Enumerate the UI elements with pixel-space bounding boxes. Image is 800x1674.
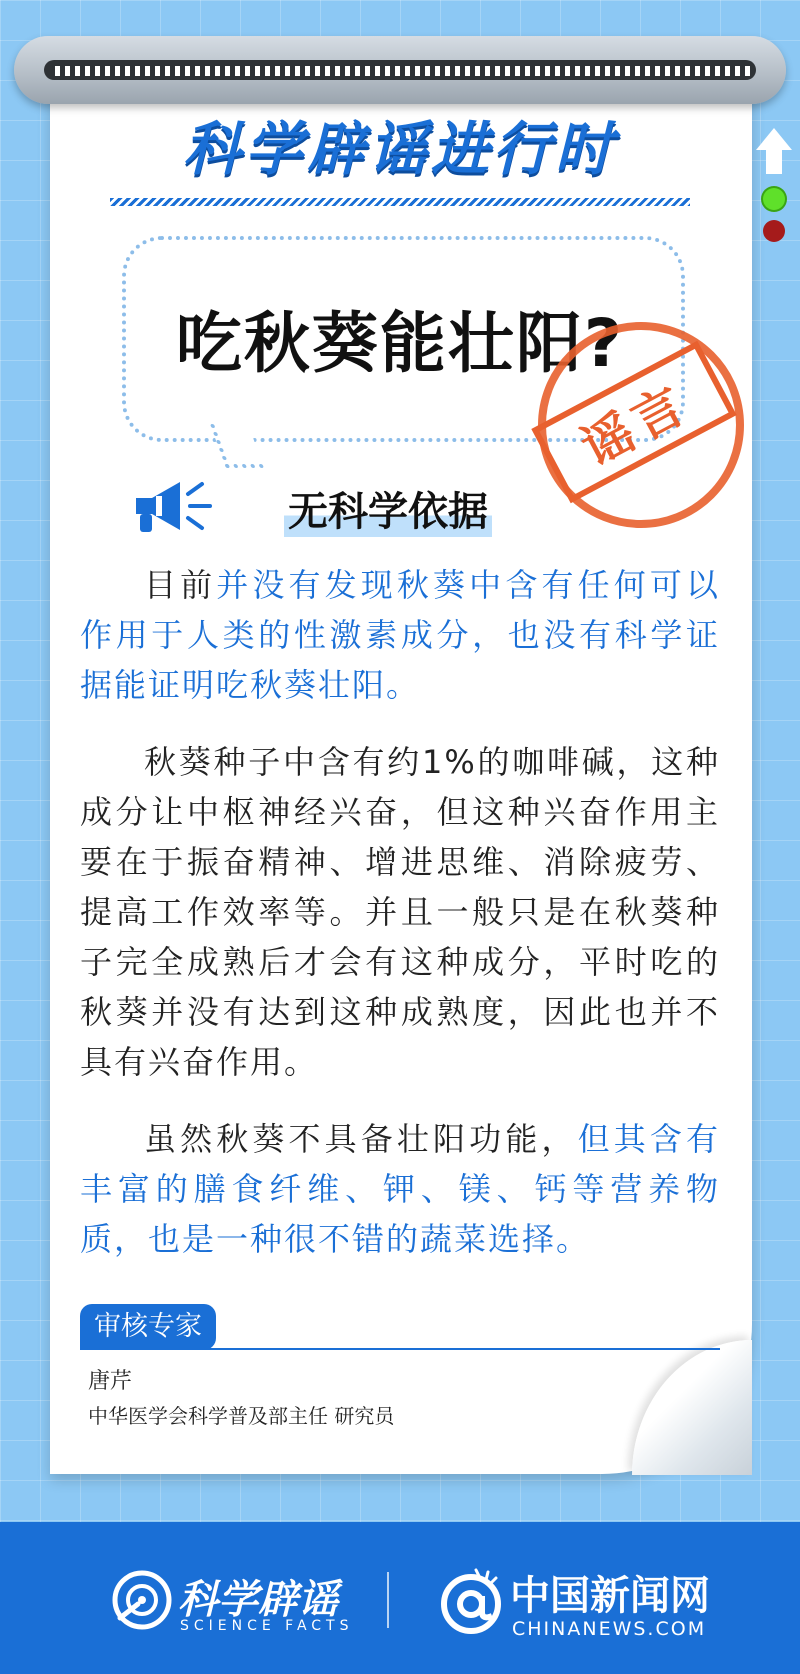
reviewer-name: 唐芹 — [88, 1369, 133, 1394]
article-body — [80, 560, 720, 1291]
paragraph-1-lead: 目前 — [144, 566, 217, 604]
paragraph-3 — [80, 1114, 720, 1264]
page-title: 科学辟谣进行时 — [182, 115, 617, 183]
title-underline — [110, 198, 690, 206]
paper-edge — [50, 66, 752, 76]
footer-bar — [0, 1522, 800, 1674]
paragraph-1 — [80, 560, 720, 710]
stamp-label: 谣言 — [572, 372, 699, 478]
paragraph-2-lead: 秋葵种子中含有约1%的咖啡碱，这种成分让中枢神经兴奋，但这种兴奋作用主要在于振奋精神、增进思维、消除疲劳、提高工作效率等。并且一般只是在秋葵种子完全成熟后才会有这种成分，平时吃的秋葵并没有达到这种成熟度，因此也并不具有兴奋作用。 — [80, 743, 720, 1081]
green-dot-icon — [763, 188, 785, 210]
red-dot-icon — [763, 220, 785, 242]
arrow-up-icon — [754, 128, 794, 174]
footer-divider — [387, 1572, 389, 1628]
chinanews-logo-en: CHINANEWS.COM — [512, 1618, 707, 1640]
question-heading: 吃秋葵能壮阳? — [175, 305, 625, 382]
science-facts-logo-cn: 科学辟谣 — [178, 1577, 338, 1623]
side-icons — [754, 128, 794, 242]
paragraph-2 — [80, 737, 720, 1087]
reviewer-divider — [80, 1348, 720, 1350]
science-facts-logo-en: SCIENCE FACTS — [180, 1618, 354, 1634]
science-facts-icon — [110, 1568, 174, 1632]
verdict-text: 无科学依据 — [284, 480, 492, 537]
paragraph-3-lead: 虽然秋葵不具备壮阳功能， — [144, 1120, 578, 1158]
paragraph-3-highlight: 但其含有丰富的膳食纤维、钾、镁、钙等营养物质，也是一种很不错的蔬菜选择。 — [80, 1120, 720, 1258]
chinanews-logo[interactable] — [436, 1560, 716, 1644]
paragraph-1-highlight: 并没有发现秋葵中含有任何可以作用于人类的性激素成分，也没有科学证据能证明吃秋葵壮阳。 — [80, 566, 720, 704]
megaphone-icon — [130, 474, 216, 538]
reviewer-title: 中华医学会科学普及部主任 研究员 — [88, 1404, 395, 1428]
chinanews-at-icon — [436, 1566, 506, 1636]
chinanews-logo-cn: 中国新闻网 — [510, 1573, 710, 1619]
science-facts-logo[interactable] — [110, 1562, 360, 1642]
reviewer-tag: 审核专家 — [80, 1304, 216, 1350]
